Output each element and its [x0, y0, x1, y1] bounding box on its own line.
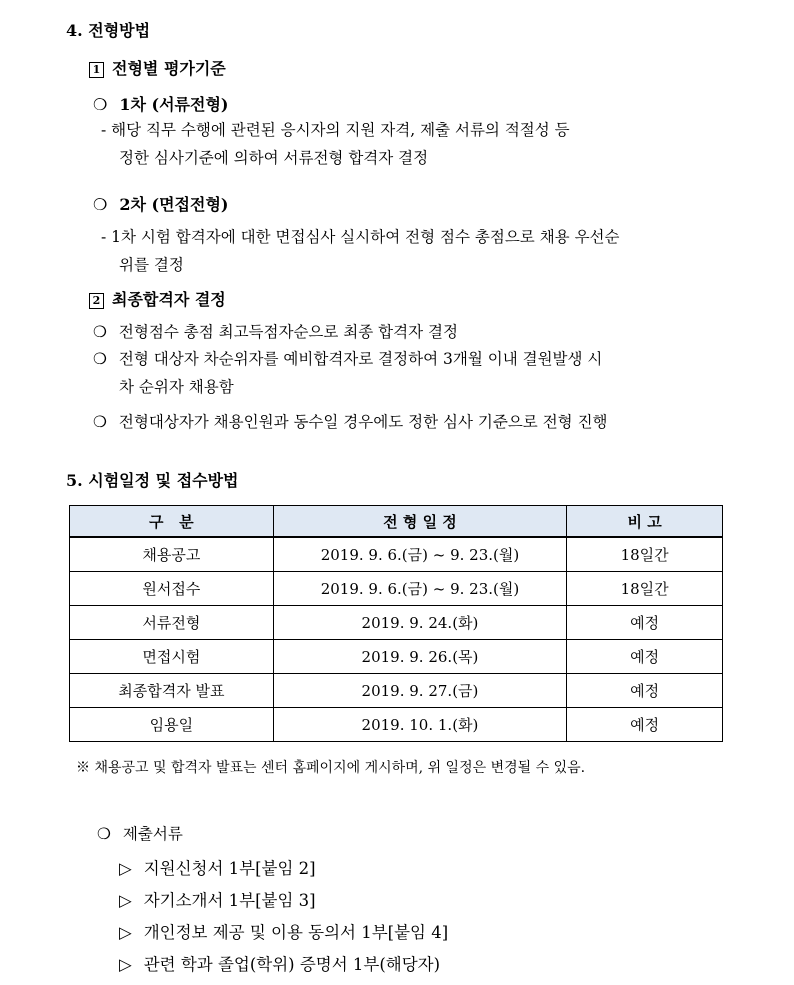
final-bullet-3 [93, 410, 608, 432]
list-item [119, 855, 316, 879]
stage-2-line-1: - 1차 시험 합격자에 대한 면접심사 실시하여 전형 점수 총점으로 채용 우선순 [101, 228, 620, 246]
subsection-1-heading [89, 56, 226, 79]
cell-schedule: 2019. 9. 26.(목) [273, 640, 567, 674]
header-category: 구 분 [70, 506, 274, 538]
stage-2-title: 2차 (면접전형) [119, 195, 229, 214]
docs-title: 제출서류 [122, 825, 183, 843]
cell-note: 예정 [567, 606, 723, 640]
subsection-1-title: 전형별 평가기준 [112, 59, 226, 78]
table-row [70, 640, 723, 674]
cell-note: 18일간 [567, 572, 723, 606]
triangle-bullet-icon: ▷ [119, 923, 132, 942]
final-bullet-2 [93, 347, 602, 369]
table-row [70, 537, 723, 572]
cell-note: 18일간 [567, 537, 723, 572]
final-bullet-2-text: 전형 대상자 차순위자를 예비합격자로 결정하여 3개월 이내 결원발생 시 [118, 350, 603, 368]
cell-category: 원서접수 [70, 572, 274, 606]
table-row [70, 708, 723, 742]
cell-note: 예정 [567, 708, 723, 742]
cell-schedule: 2019. 9. 24.(화) [273, 606, 567, 640]
schedule-table [69, 505, 723, 742]
cell-category: 서류전형 [70, 606, 274, 640]
circle-bullet-icon: ❍ [93, 95, 108, 114]
cell-schedule: 2019. 9. 6.(금) ~ 9. 23.(월) [273, 572, 567, 606]
table-row [70, 606, 723, 640]
table-row [70, 674, 723, 708]
stage-1-line-1: - 해당 직무 수행에 관련된 응시자의 지원 자격, 제출 서류의 적절성 등 [101, 121, 570, 139]
circle-bullet-icon: ❍ [93, 350, 107, 368]
cell-category: 최종합격자 발표 [70, 674, 274, 708]
triangle-bullet-icon: ▷ [119, 859, 132, 878]
stage-1-heading [93, 92, 228, 115]
final-bullet-2-cont: 차 순위자 채용함 [119, 378, 234, 396]
cell-schedule: 2019. 9. 27.(금) [273, 674, 567, 708]
schedule-note: ※ 채용공고 및 합격자 발표는 센터 홈페이지에 게시하며, 위 일정은 변경될 수 있음. [76, 760, 586, 776]
table-row [70, 572, 723, 606]
cell-note: 예정 [567, 674, 723, 708]
header-note: 비 고 [567, 506, 723, 538]
cell-schedule: 2019. 9. 6.(금) ~ 9. 23.(월) [273, 537, 567, 572]
list-item [119, 919, 448, 943]
doc-item-text: 관련 학과 졸업(학위) 증명서 1부(해당자) [143, 955, 441, 974]
triangle-bullet-icon: ▷ [119, 955, 132, 974]
docs-heading [97, 822, 183, 844]
list-item [119, 951, 440, 975]
list-item [119, 887, 316, 911]
final-bullet-3-text: 전형대상자가 채용인원과 동수일 경우에도 정한 심사 기준으로 전형 진행 [118, 413, 608, 431]
subsection-2-heading [89, 287, 226, 310]
cell-category: 면접시험 [70, 640, 274, 674]
cell-category: 임용일 [70, 708, 274, 742]
cell-schedule: 2019. 10. 1.(화) [273, 708, 567, 742]
number-box-2: 2 [89, 293, 104, 309]
subsection-2-title: 최종합격자 결정 [112, 290, 226, 309]
final-bullet-1-text: 전형점수 총점 최고득점자순으로 최종 합격자 결정 [118, 323, 458, 341]
cell-note: 예정 [567, 640, 723, 674]
doc-item-text: 자기소개서 1부[붙임 3] [143, 891, 316, 910]
doc-item-text: 개인정보 제공 및 이용 동의서 1부[붙임 4] [143, 923, 449, 942]
circle-bullet-icon: ❍ [93, 413, 107, 431]
table-header-row [70, 506, 723, 538]
stage-2-line-2: 위를 결정 [119, 256, 184, 274]
doc-item-text: 지원신청서 1부[붙임 2] [143, 859, 316, 878]
cell-category: 채용공고 [70, 537, 274, 572]
final-bullet-1 [93, 320, 458, 342]
circle-bullet-icon: ❍ [93, 195, 108, 214]
section-5-title: 5. 시험일정 및 접수방법 [66, 471, 239, 490]
header-schedule: 전 형 일 정 [273, 506, 567, 538]
circle-bullet-icon: ❍ [93, 323, 107, 341]
stage-1-line-2: 정한 심사기준에 의하여 서류전형 합격자 결정 [119, 149, 429, 167]
stage-2-heading [93, 192, 228, 215]
triangle-bullet-icon: ▷ [119, 891, 132, 910]
number-box-1: 1 [89, 62, 104, 78]
stage-1-title: 1차 (서류전형) [119, 95, 229, 114]
circle-bullet-icon: ❍ [97, 825, 111, 843]
section-4-title: 4. 전형방법 [66, 21, 151, 40]
